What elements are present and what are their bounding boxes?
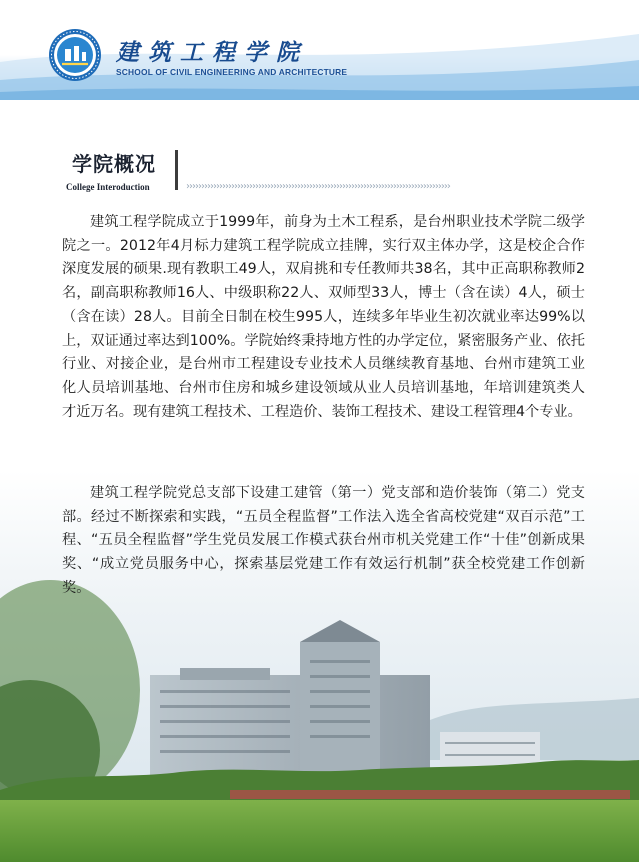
intro-paragraph-2: 建筑工程学院党总支部下设建工建管（第一）党支部和造价装饰（第二）党支部。经过不断探索和实践，“五员全程监督”工作法入选全省高校党建“双百示范”工程、“五员全程监督”学生党员发展工作模式获台州市机关党建工作“十佳”创新成果奖、“成立党员服务中心，探索基层党建工作有效运行机制”获全校党建工作创新奖。 <box>62 485 585 596</box>
page-header <box>0 0 639 100</box>
section-title: 学院概况 <box>72 152 156 176</box>
section-subtitle: College Interoduction <box>66 182 150 192</box>
intro-paragraph-1: 建筑工程学院成立于1999年，前身为土木工程系，是台州职业技术学院二级学院之一。2012年4月标力建筑工程学院成立挂牌，实行双主体办学，这是校企合作深度发展的硕果.现有教职工49人，双肩挑和专任教师共38名，其中正高职称教师2名，副高职称教师16人、中级职称22人、双师型33人，博士（含在读）4人，硕士（含在读）28人。目前全日制在校生995人，连续多年毕业生初次就业率达99%以上，双证通过率达到100%。学院始终秉持地方性的办学定位，紧密服务产业、依托行业、对接企业，是台州市工程建设专业技术人员继续教育基地、台州市建筑工业化人员培训基地、台州市住房和城乡建设领域从业人员培训基地，年培训建筑类人才近万名。现有建筑工程技术、工程造价、装饰工程技术、建设工程管理4个专业。 <box>62 214 585 420</box>
school-logo-icon <box>48 28 102 82</box>
section-title-divider <box>175 150 178 190</box>
school-name-chinese: 建筑工程学院 <box>116 39 308 66</box>
school-name-english: SCHOOL OF CIVIL ENGINEERING AND ARCHITECTURE <box>116 67 348 77</box>
chevron-row-icon: ›››››››››››››››››››››››››››››››››››››››››››››››››››››››››››››››››››››››››››››››››››››››› <box>186 181 450 192</box>
